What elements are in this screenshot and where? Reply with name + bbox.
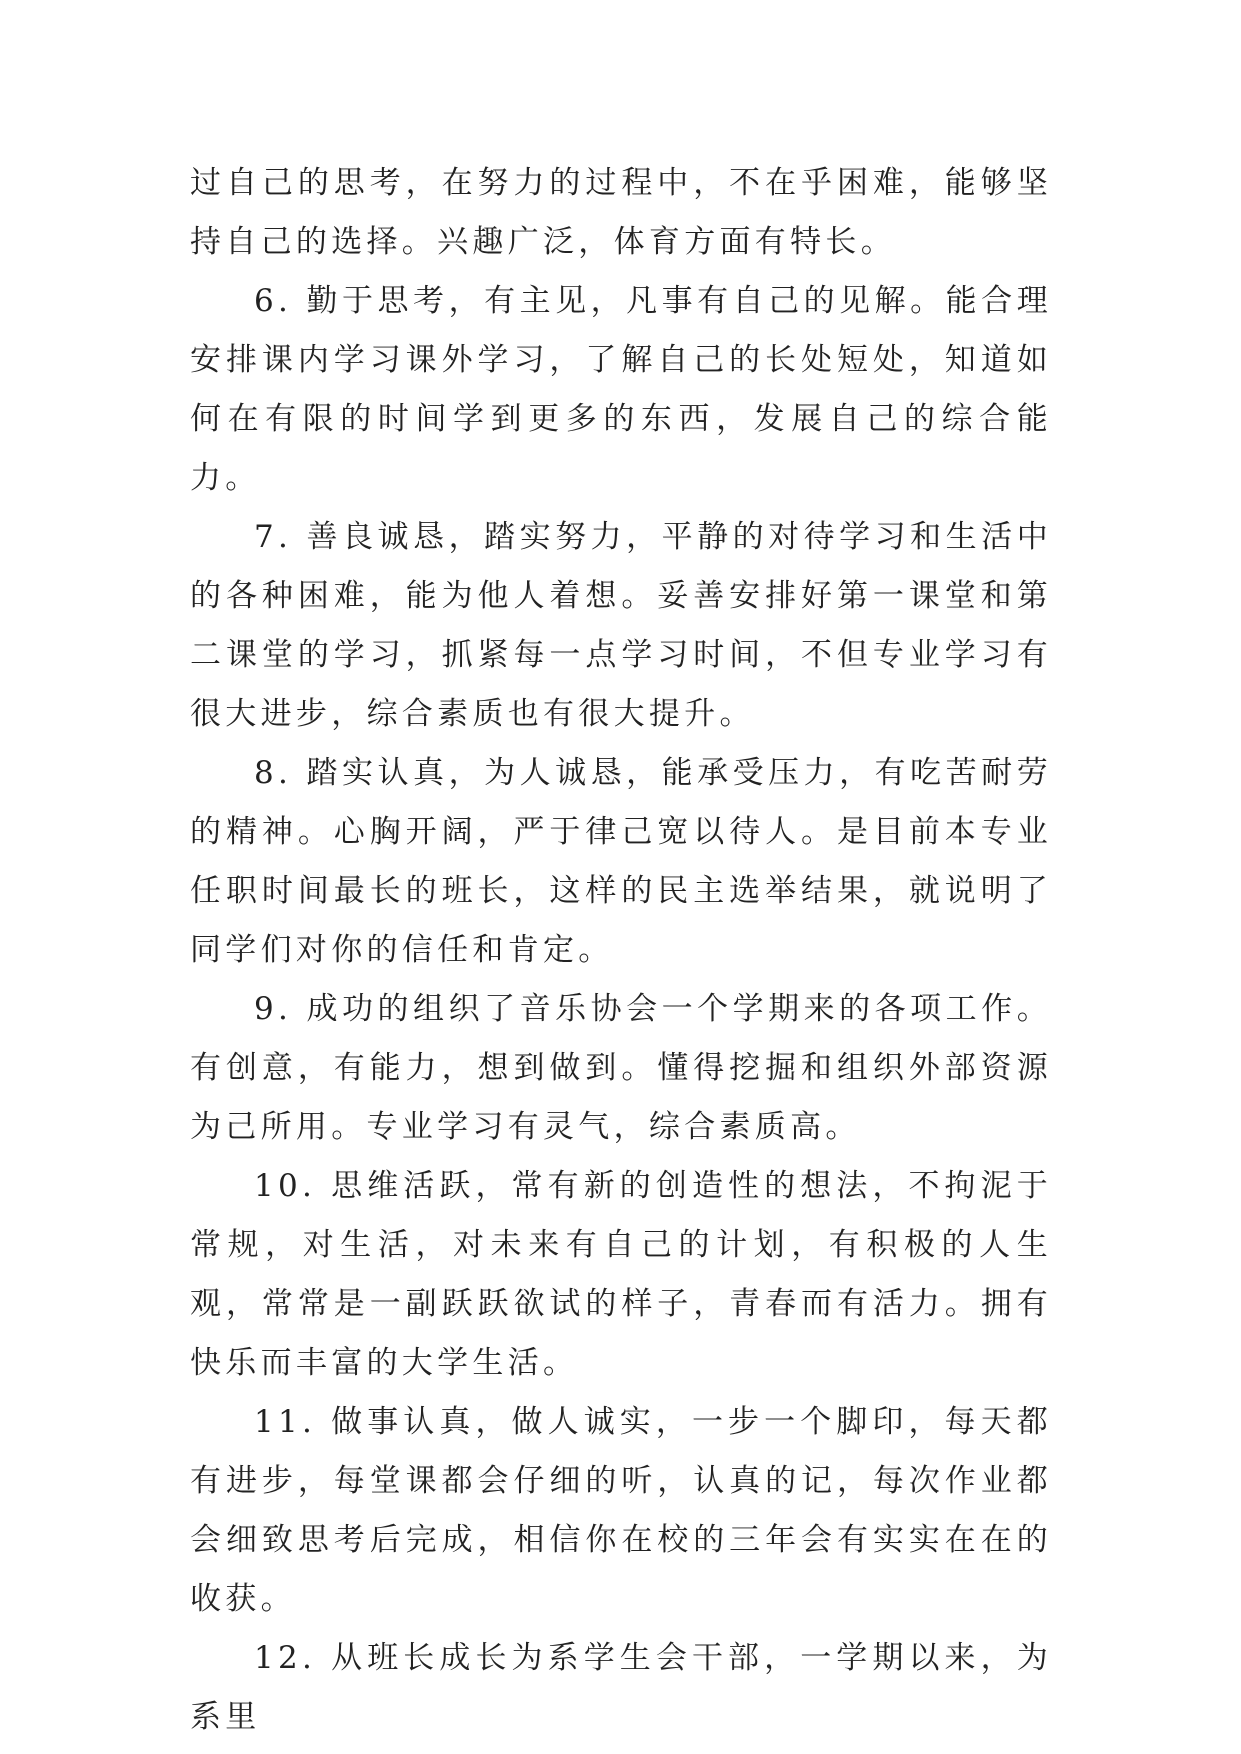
paragraph-item-8: 8. 踏实认真，为人诚恳，能承受压力，有吃苦耐劳的精神。心胸开阔，严于律己宽以待人。是目前本专业任职时间最长的班长，这样的民主选举结果，就说明了同学们对你的信任和肯定。 — [190, 755, 1052, 968]
paragraph-item-6: 6. 勤于思考，有主见，凡事有自己的见解。能合理安排课内学习课外学习，了解自己的长处短处，知道如何在有限的时间学到更多的东西，发展自己的综合能力。 — [190, 283, 1052, 496]
paragraph-item-10: 10. 思维活跃，常有新的创造性的想法，不拘泥于常规，对生活，对未来有自己的计划，有积极的人生观，常常是一副跃跃欲试的样子，青春而有活力。拥有快乐而丰富的大学生活。 — [190, 1168, 1052, 1381]
paragraph-continuation: 过自己的思考，在努力的过程中，不在乎困难，能够坚持自己的选择。兴趣广泛，体育方面有特长。 — [190, 165, 1052, 260]
paragraph-item-12: 12. 从班长成长为系学生会干部，一学期以来，为系里 — [190, 1640, 1052, 1735]
paragraph-item-9: 9. 成功的组织了音乐协会一个学期来的各项工作。有创意，有能力，想到做到。懂得挖掘和组织外部资源为己所用。专业学习有灵气，综合素质高。 — [190, 991, 1052, 1145]
paragraph-item-11: 11. 做事认真，做人诚实，一步一个脚印，每天都有进步，每堂课都会仔细的听，认真的记，每次作业都会细致思考后完成，相信你在校的三年会有实实在在的收获。 — [190, 1404, 1052, 1617]
document-body — [190, 154, 1052, 1747]
paragraph-item-7: 7. 善良诚恳，踏实努力，平静的对待学习和生活中的各种困难，能为他人着想。妥善安排好第一课堂和第二课堂的学习，抓紧每一点学习时间，不但专业学习有很大进步，综合素质也有很大提升。 — [190, 519, 1052, 732]
